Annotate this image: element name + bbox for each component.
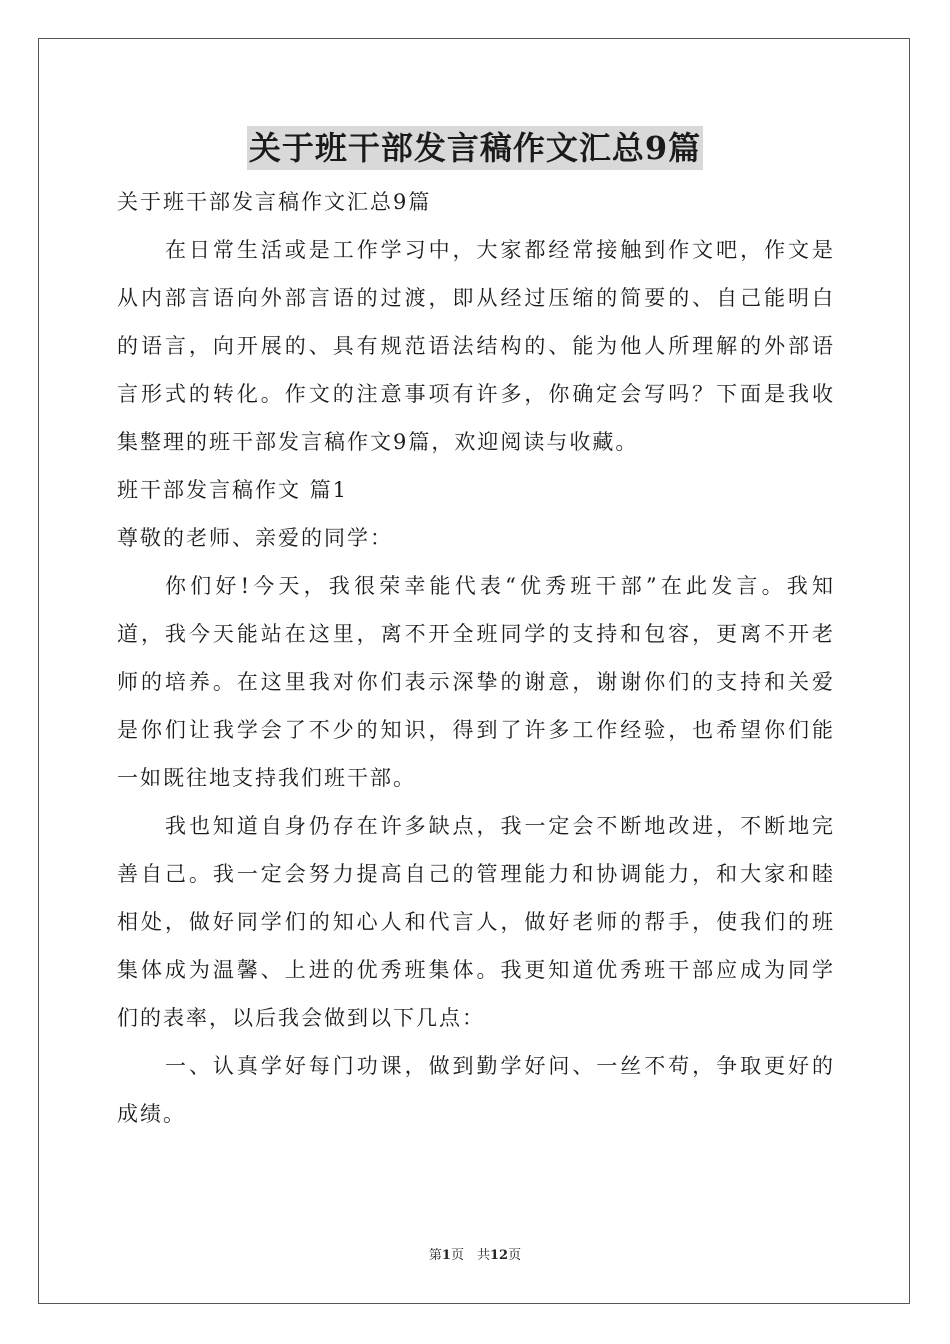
text-line: 的语言，向开展的、具有规范语法结构的、能为他人所理解的外部语	[117, 334, 833, 358]
footer-current-page: 1	[441, 1248, 451, 1263]
text-line: 善自己。我一定会努力提高自己的管理能力和协调能力，和大家和睦	[117, 862, 833, 886]
footer-suffix: 页	[508, 1248, 522, 1263]
footer-prefix: 第	[428, 1248, 442, 1263]
text-line: 成绩。	[117, 1102, 186, 1126]
text-line: 们的表率，以后我会做到以下几点：	[117, 1006, 485, 1030]
text-line: 言形式的转化。作文的注意事项有许多，你确定会写吗？下面是我收	[117, 382, 833, 406]
text-line: 在日常生活或是工作学习中，大家都经常接触到作文吧，作文是	[165, 238, 833, 262]
text-line: 我也知道自身仍存在许多缺点，我一定会不断地改进，不断地完	[165, 814, 833, 838]
text-line: 一如既往地支持我们班干部。	[117, 766, 416, 790]
footer-total-pages: 12	[489, 1248, 509, 1263]
title-container	[0, 126, 950, 170]
text-line: 班干部发言稿作文 篇1	[117, 478, 349, 502]
text-line: 一、认真学好每门功课，做到勤学好问、一丝不苟，争取更好的	[165, 1054, 833, 1078]
text-line: 是你们让我学会了不少的知识，得到了许多工作经验，也希望你们能	[117, 718, 833, 742]
text-line: 关于班干部发言稿作文汇总9篇	[117, 190, 432, 214]
document-title: 关于班干部发言稿作文汇总9篇	[247, 126, 703, 170]
page-footer	[0, 1246, 950, 1266]
text-line: 相处，做好同学们的知心人和代言人，做好老师的帮手，使我们的班	[117, 910, 833, 934]
footer-mid: 页 共	[450, 1248, 490, 1263]
text-line: 集整理的班干部发言稿作文9篇，欢迎阅读与收藏。	[117, 430, 639, 454]
text-line: 师的培养。在这里我对你们表示深挚的谢意，谢谢你们的支持和关爱	[117, 670, 833, 694]
document-body	[117, 178, 833, 1138]
text-line: 你们好!今天，我很荣幸能代表“优秀班干部”在此发言。我知	[165, 574, 833, 598]
text-line: 集体成为温馨、上进的优秀班集体。我更知道优秀班干部应成为同学	[117, 958, 833, 982]
text-line: 尊敬的老师、亲爱的同学：	[117, 526, 393, 550]
text-line: 道，我今天能站在这里，离不开全班同学的支持和包容，更离不开老	[117, 622, 833, 646]
text-line: 从内部言语向外部言语的过渡，即从经过压缩的简要的、自己能明白	[117, 286, 833, 310]
